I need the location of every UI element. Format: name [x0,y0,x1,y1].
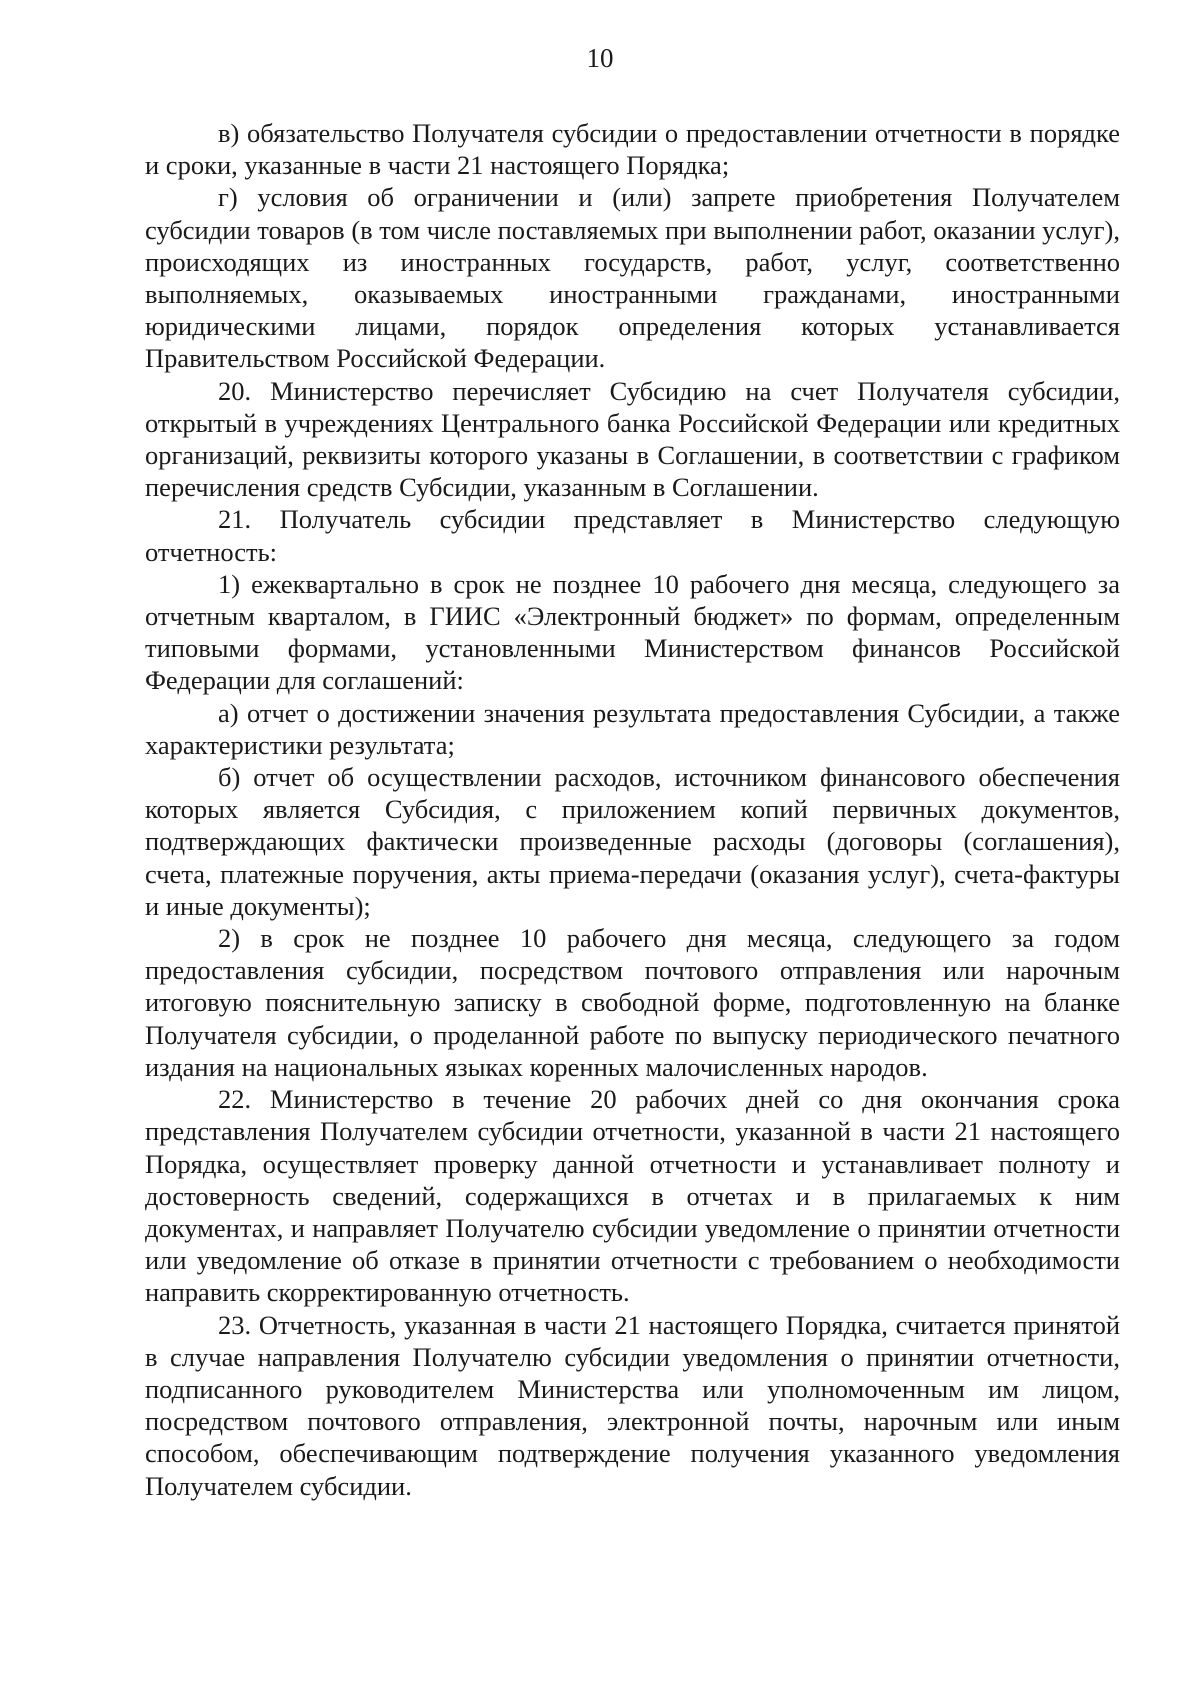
paragraph-21-1-a-result-report: а) отчет о достижении значения результата предоставления Субсидии, а также характеристики результата; [145,697,1120,760]
paragraph-21-2-explanatory-note: 2) в срок не позднее 10 рабочего дня месяца, следующего за годом предоставления субсидии, посредством почтового отправления или нарочным итоговую пояснительную записку в свободной форме, подготовленную на бланке Получателя субсидии, о проделанной работе по выпуску периодического печатного издания на национальных языках коренных малочисленных народов. [145,923,1120,1082]
paragraph-21-1-b-expense-report: б) отчет об осуществлении расходов, источником финансового обеспечения которых является Субсидия, с приложением копий первичных документов, подтверждающих фактически произведенные расходы (договоры (соглашения), счета, платежные поручения, акты приема-передачи (оказания услуг), счета-фактуры и иные документы); [145,762,1120,921]
paragraph-20-subsidy-transfer: 20. Министерство перечисляет Субсидию на счет Получателя субсидии, открытый в учреждениях Центрального банка Российской Федерации или кредитных организаций, реквизиты которого указаны в Соглашении, в соответствии с графиком перечисления средств Субсидии, указанным в Соглашении. [145,375,1120,503]
paragraph-21-1-quarterly-report: 1) ежеквартально в срок не позднее 10 рабочего дня месяца, следующего за отчетным кварталом, в ГИИС «Электронный бюджет» по формам, определенным типовыми формами, установленными Министерством финансов Российской Федерации для соглашений: [145,568,1120,696]
paragraph-21-reporting: 21. Получатель субсидии представляет в Министерство следующую отчетность: [145,504,1120,567]
document-body [145,117,1120,1502]
paragraph-22-report-verification: 22. Министерство в течение 20 рабочих дней со дня окончания срока представления Получателем субсидии отчетности, указанной в части 21 настоящего Порядка, осуществляет проверку данной отчетности и устанавливает полноту и достоверность сведений, содержащихся в отчетах и в прилагаемых к ним документах, и направляет Получателю субсидии уведомление о принятии отчетности или уведомление об отказе в принятии отчетности с требованием о необходимости направить скорректированную отчетность. [145,1084,1120,1308]
page-number: 10 [586,43,614,73]
paragraph-g-purchase-restrictions: г) условия об ограничении и (или) запрете приобретения Получателем субсидии товаров (в том числе поставляемых при выполнении работ, оказании услуг), происходящих из иностранных государств, работ, услуг, соответственно выполняемых, оказываемых иностранными гражданами, иностранными юридическими лицами, порядок определения которых устанавливается Правительством Российской Федерации. [145,182,1120,374]
paragraph-23-report-acceptance: 23. Отчетность, указанная в части 21 настоящего Порядка, считается принятой в случае направления Получателю субсидии уведомления о принятии отчетности, подписанного руководителем Министерства или уполномоченным им лицом, посредством почтового отправления, электронной почты, нарочным или иным способом, обеспечивающим подтверждение получения указанного уведомления Получателем субсидии. [145,1309,1120,1501]
paragraph-v-reporting-obligation: в) обязательство Получателя субсидии о предоставлении отчетности в порядке и сроки, указанные в части 21 настоящего Порядка; [145,118,1120,181]
